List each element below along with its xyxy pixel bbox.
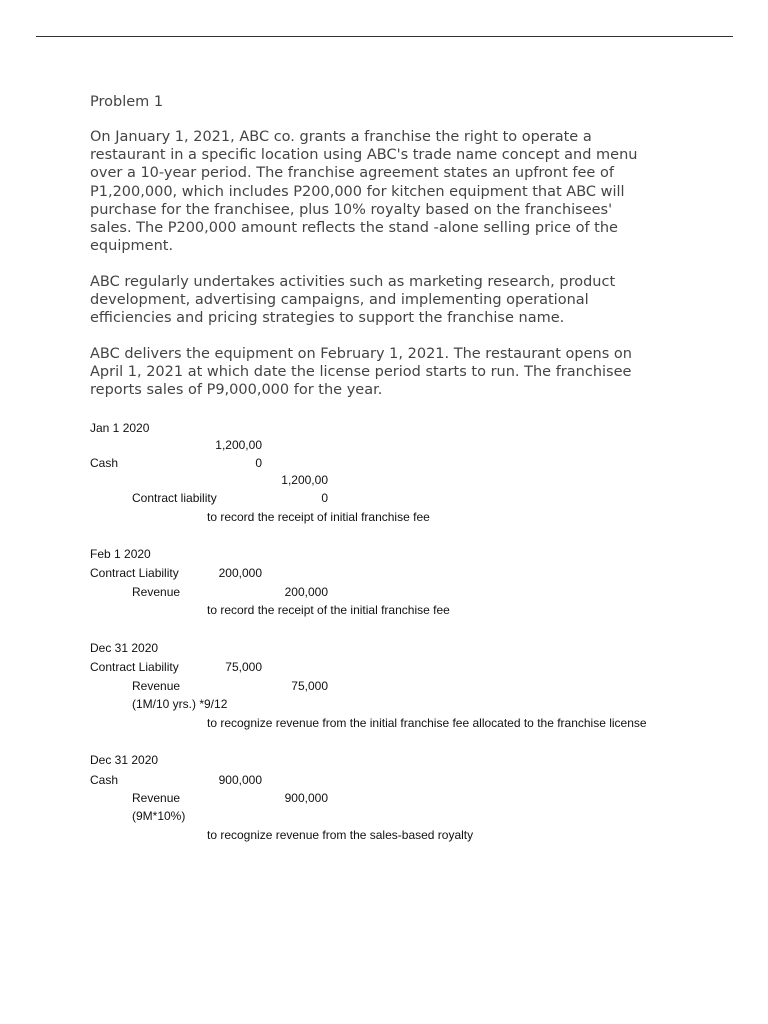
header-rule [36, 36, 733, 37]
debit-amount: 900,000 [218, 773, 262, 787]
credit-account: Revenue [132, 585, 181, 599]
debit-account: Contract Liability [90, 660, 179, 674]
entry-explanation: to recognize revenue from the sales-based royalty [207, 828, 474, 842]
debit-amount: 75,000 [225, 660, 262, 674]
entry-explanation: to recognize revenue from the initial franchise fee allocated to the franchise license [207, 716, 647, 730]
debit-account: Cash [90, 773, 119, 787]
debit-account: Contract Liability [90, 566, 179, 580]
entry-date: Jan 1 2020 [90, 421, 150, 435]
problem-paragraph-2 [90, 273, 615, 328]
credit-account: Revenue [132, 791, 181, 805]
credit-amount-line-1: 1,200,00 [281, 473, 328, 487]
paragraph-line: sales. The P200,000 amount reflects the stand -alone selling price of the [90, 220, 618, 237]
entry-date: Dec 31 2020 [90, 753, 159, 767]
computation-note: (9M*10%) [132, 809, 186, 823]
paragraph-line: over a 10-year period. The franchise agreement states an upfront fee of [90, 165, 614, 182]
credit-amount-line-2: 0 [321, 491, 328, 505]
credit-amount: 900,000 [284, 791, 328, 805]
debit-amount-line-2: 0 [255, 456, 262, 470]
entry-explanation: to record the receipt of the initial franchise fee [207, 603, 450, 617]
debit-account: Cash [90, 456, 119, 470]
credit-amount: 75,000 [291, 679, 328, 693]
credit-amount: 200,000 [284, 585, 328, 599]
entry-explanation: to record the receipt of initial franchise fee [207, 510, 430, 524]
problem-paragraph-3 [90, 345, 632, 400]
debit-amount-line-1: 1,200,00 [215, 438, 262, 452]
paragraph-line: P1,200,000, which includes P200,000 for kitchen equipment that ABC will [90, 183, 625, 200]
paragraph-line: restaurant in a specific location using ABC's trade name concept and menu [90, 147, 638, 164]
paragraph-line: ABC delivers the equipment on February 1, 2021. The restaurant opens on [90, 346, 632, 362]
entry-date: Feb 1 2020 [90, 547, 151, 561]
paragraph-line: ABC regularly undertakes activities such as marketing research, product [90, 274, 616, 290]
debit-amount: 200,000 [218, 566, 262, 580]
entry-date: Dec 31 2020 [90, 641, 159, 655]
computation-note: (1M/10 yrs.) *9/12 [132, 697, 228, 711]
paragraph-line: On January 1, 2021, ABC co. grants a franchise the right to operate a [90, 129, 592, 145]
problem-paragraph-1 [90, 128, 637, 255]
paragraph-line: efficiencies and pricing strategies to support the franchise name. [90, 310, 565, 327]
paragraph-line: development, advertising campaigns, and implementing operational [90, 292, 589, 309]
paragraph-line: purchase for the franchisee, plus 10% royalty based on the franchisees' [90, 201, 613, 218]
paragraph-line: reports sales of P9,000,000 for the year. [90, 382, 383, 399]
paragraph-line: equipment. [90, 238, 174, 255]
paragraph-line: April 1, 2021 at which date the license period starts to run. The franchisee [90, 364, 632, 381]
credit-account: Contract liability [132, 491, 217, 505]
problem-title: Problem 1 [90, 94, 164, 110]
credit-account: Revenue [132, 679, 181, 693]
